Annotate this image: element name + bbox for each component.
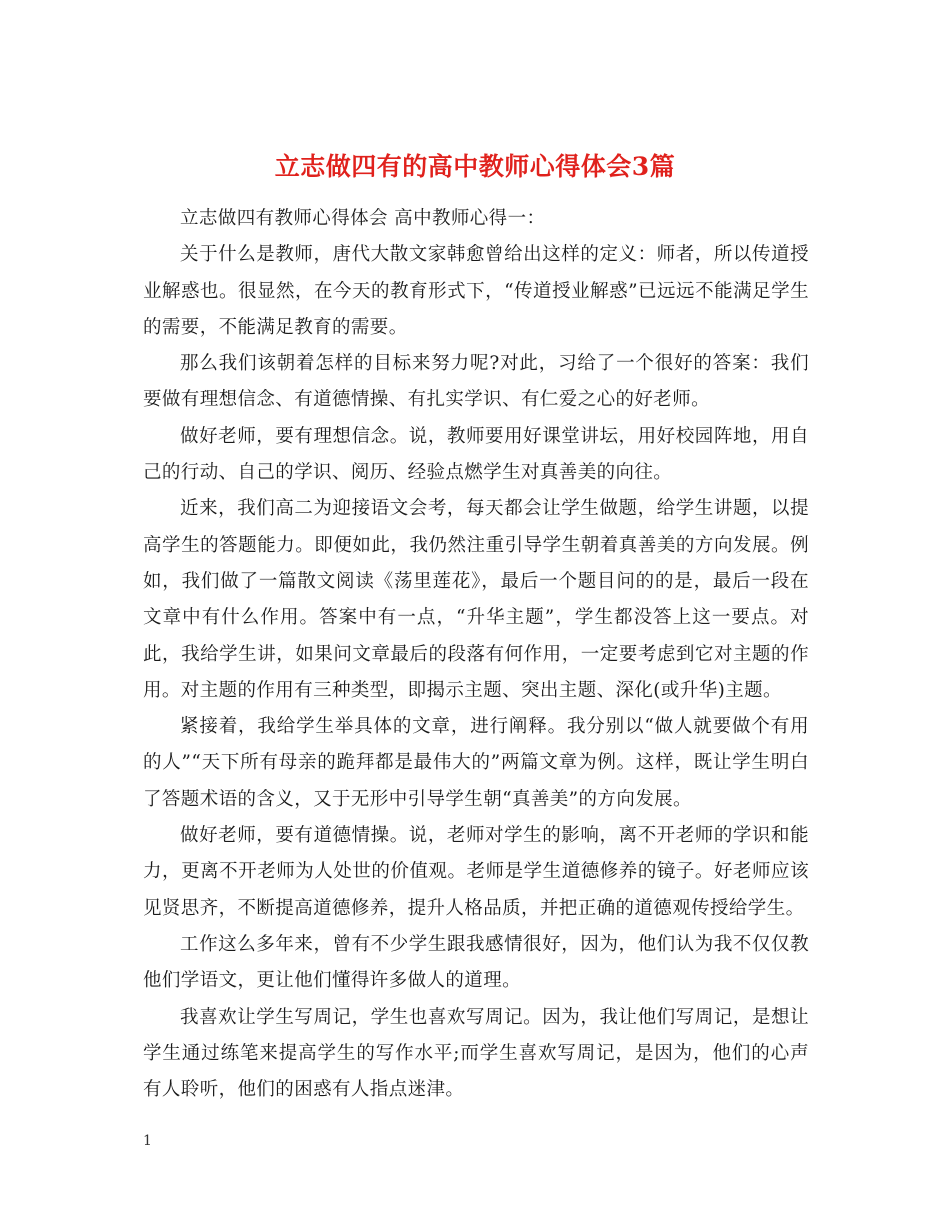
paragraph: 近来，我们高二为迎接语文会考，每天都会让学生做题，给学生讲题，以提高学生的答题能力。即便如此，我仍然注重引导学生朝着真善美的方向发展。例如，我们做了一篇散文阅读《荡里莲花》，最后一个题目问的的是，最后一段在文章中有什么作用。答案中有一点，“升华主题”，学生都没答上这一要点。对此，我给学生讲，如果问文章最后的段落有何作用，一定要考虑到它对主题的作用。对主题的作用有三种类型，即揭示主题、突出主题、深化(或升华)主题。 — [143, 498, 809, 701]
paragraph: 做好老师，要有理想信念。说，教师要用好课堂讲坛，用好校园阵地，用自己的行动、自己的学识、阅历、经验点燃学生对真善美的向往。 — [143, 425, 809, 484]
paragraph-intro: 立志做四有教师心得体会 高中教师心得一： — [180, 208, 546, 229]
paragraph: 关于什么是教师，唐代大散文家韩愈曾给出这样的定义：师者，所以传道授业解惑也。很显然，在今天的教育形式下，“传道授业解惑”已远远不能满足学生的需要，不能满足教育的需要。 — [143, 244, 809, 338]
paragraph: 我喜欢让学生写周记，学生也喜欢写周记。因为，我让他们写周记，是想让学生通过练笔来提高学生的写作水平;而学生喜欢写周记，是因为，他们的心声有人聆听，他们的困惑有人指点迷津。 — [143, 1006, 809, 1101]
paragraph: 做好老师，要有道德情操。说，老师对学生的影响，离不开老师的学识和能力，更离不开老师为人处世的价值观。老师是学生道德修养的镜子。好老师应该见贤思齐，不断提高道德修养，提升人格品质，并把正确的道德观传授给学生。 — [143, 825, 809, 919]
page-number: 1 — [143, 1133, 152, 1149]
document-title: 立志做四有的高中教师心得体会3篇 — [274, 151, 676, 181]
paragraph: 工作这么多年来，曾有不少学生跟我感情很好，因为，他们认为我不仅仅教他们学语文，更让他们懂得许多做人的道理。 — [143, 933, 809, 992]
document-body — [143, 201, 809, 1108]
paragraph: 紧接着，我给学生举具体的文章，进行阐释。我分别以“做人就要做个有用的人”“天下所有母亲的跪拜都是最伟大的”两篇文章为例。这样，既让学生明白了答题术语的含义，又于无形中引导学生朝“真善美”的方向发展。 — [143, 716, 809, 810]
paragraph: 那么我们该朝着怎样的目标来努力呢?对此，习给了一个很好的答案：我们要做有理想信念、有道德情操、有扎实学识、有仁爱之心的好老师。 — [143, 353, 809, 411]
